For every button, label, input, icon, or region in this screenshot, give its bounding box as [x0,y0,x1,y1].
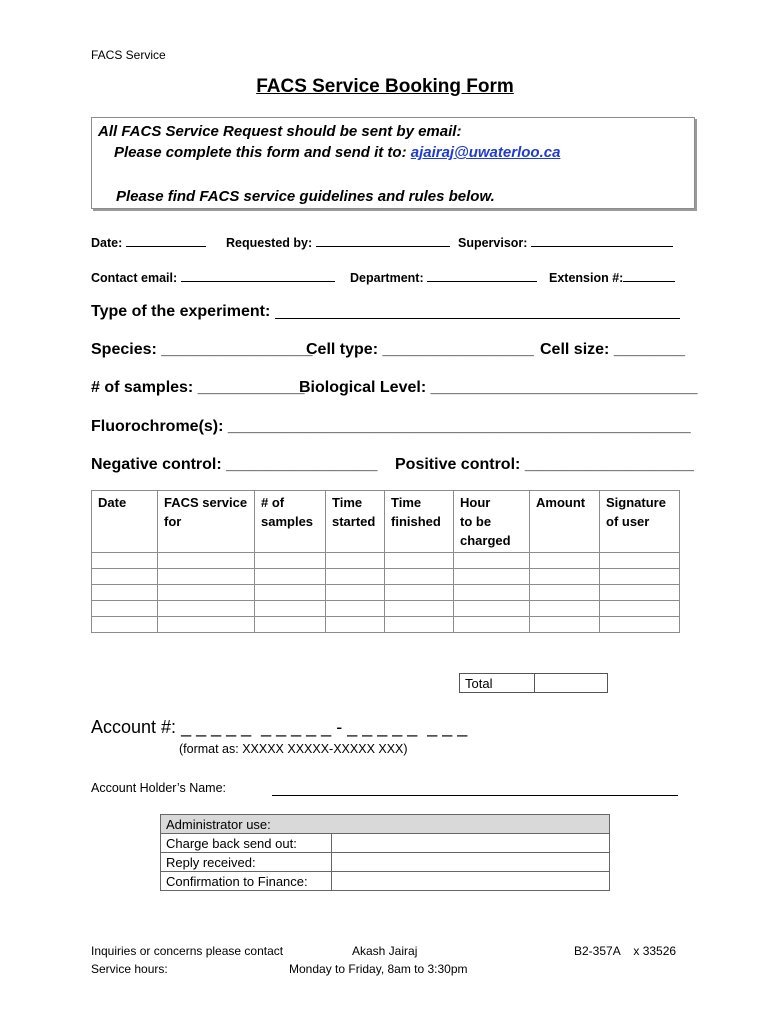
account-number-field[interactable] [91,717,467,738]
table-header-row [92,491,680,553]
admin-row-label: Confirmation to Finance: [161,872,332,891]
negative-control-label: Negative control: [91,456,222,473]
col-time-finished: Time finished [385,491,454,553]
table-row[interactable] [92,569,680,585]
admin-header: Administrator use: [161,815,610,834]
account-number-label: Account #: [91,717,177,737]
negative-control-blank[interactable]: _________________ [226,456,378,473]
experiment-type-label: Type of the experiment: [91,303,271,320]
footer-hours: Monday to Friday, 8am to 3:30pm [289,962,468,976]
total-box [459,673,608,693]
bio-level-field[interactable] [299,379,698,397]
cell-type-label: Cell type: [306,341,379,358]
instructions-line-1: All FACS Service Request should be sent by email: [98,123,462,140]
contact-email-line[interactable] [181,268,335,282]
species-blank[interactable]: _________________ [161,341,313,358]
instructions-line-3: Please find FACS service guidelines and rules below. [116,188,495,205]
instructions-box [91,117,695,209]
footer-hours-label: Service hours: [91,962,168,976]
requested-by-field[interactable] [226,233,450,250]
cell-size-field[interactable] [540,341,685,359]
supervisor-field[interactable] [458,233,673,250]
cell-type-field[interactable] [306,341,534,359]
negative-control-field[interactable] [91,456,377,474]
date-label: Date: [91,236,123,250]
contact-email-field[interactable] [91,268,335,285]
contact-email-link[interactable]: ajairaj@uwaterloo.ca [410,144,561,161]
col-amount: Amount [530,491,600,553]
department-label: Department: [350,271,424,285]
fluorochromes-label: Fluorochrome(s): [91,418,224,435]
total-value-cell[interactable] [535,674,608,693]
fluorochromes-field[interactable] [91,418,691,436]
instructions-line-2 [114,144,560,161]
department-field[interactable] [350,268,537,285]
extension-line[interactable] [623,268,675,282]
page-title: FACS Service Booking Form [256,76,514,97]
instructions-send-to: Please complete this form and send it to: [114,144,407,161]
col-hour-charged: Hour to be charged [454,491,530,553]
table-row[interactable] [92,585,680,601]
supervisor-label: Supervisor: [458,236,528,250]
admin-row-value[interactable] [332,834,610,853]
cell-size-blank[interactable]: ________ [613,341,685,358]
department-line[interactable] [427,268,537,282]
admin-row-value[interactable] [332,872,610,891]
supervisor-line[interactable] [531,233,673,247]
footer-inquiries: Inquiries or concerns please contact [91,944,284,958]
num-samples-blank[interactable]: ____________ [197,379,305,396]
requested-by-line[interactable] [316,233,450,247]
bio-level-blank[interactable]: ______________________________ [430,379,698,396]
positive-control-label: Positive control: [395,456,521,473]
col-date: Date [92,491,158,553]
table-row[interactable] [92,601,680,617]
admin-row-label: Charge back send out: [161,834,332,853]
cell-size-label: Cell size: [540,341,610,358]
col-signature: Signature of user [600,491,680,553]
date-line[interactable] [126,233,206,247]
extension-field[interactable] [549,268,675,285]
bio-level-label: Biological Level: [299,379,427,396]
species-field[interactable] [91,341,313,359]
account-number-pattern[interactable]: _ _ _ _ _ _ _ _ _ _ - _ _ _ _ _ _ _ _ [181,717,468,737]
footer-location: B2-357A x 33526 [574,944,677,958]
col-num-samples: # of samples [255,491,326,553]
admin-row-label: Reply received: [161,853,332,872]
col-time-started: Time started [326,491,385,553]
fluorochromes-blank[interactable]: ____________________________________________________ [227,418,691,435]
extension-label: Extension #: [549,271,624,285]
requested-by-label: Requested by: [226,236,313,250]
contact-email-label: Contact email: [91,271,178,285]
account-holder-label: Account Holder’s Name: [91,781,227,795]
positive-control-blank[interactable]: ___________________ [524,456,694,473]
footer-contact-name: Akash Jairaj [352,944,418,958]
table-row[interactable] [92,553,680,569]
table-row[interactable] [92,617,680,633]
service-log-table [91,490,680,633]
species-label: Species: [91,341,157,358]
date-field[interactable] [91,233,206,250]
admin-use-table [160,814,610,891]
cell-type-blank[interactable]: _________________ [382,341,534,358]
admin-row-value[interactable] [332,853,610,872]
account-holder-line[interactable] [272,795,678,796]
num-samples-label: # of samples: [91,379,194,396]
positive-control-field[interactable] [395,456,694,474]
total-label: Total [460,674,535,693]
header-service-label: FACS Service [91,48,166,62]
col-facs-service-for: FACS service for [158,491,255,553]
num-samples-field[interactable] [91,379,305,397]
account-format-hint: (format as: XXXXX XXXXX-XXXXX XXX) [179,742,408,756]
experiment-type-line[interactable] [275,318,680,319]
